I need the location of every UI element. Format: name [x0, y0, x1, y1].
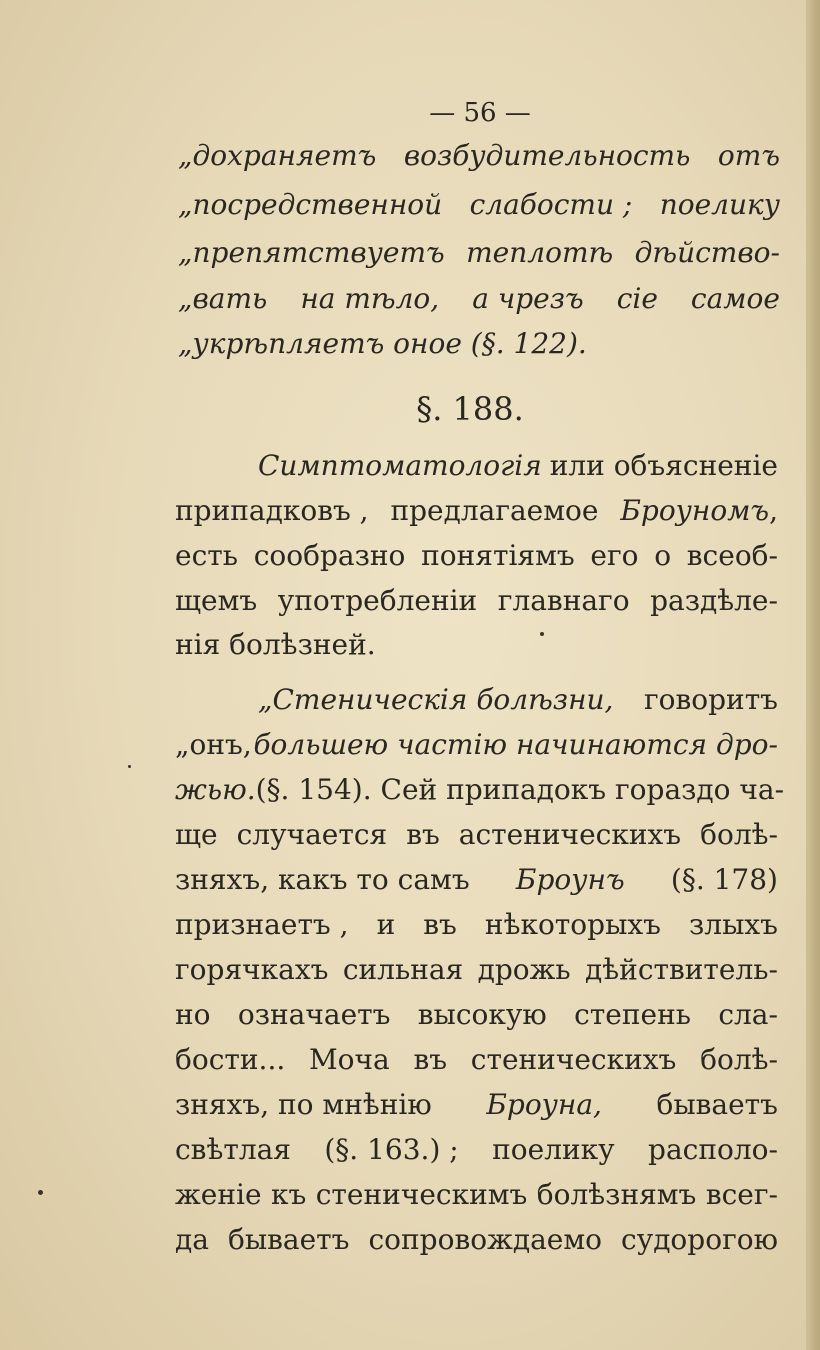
word: женіе — [175, 1178, 262, 1211]
p2-line-12 — [175, 1178, 778, 1211]
quote-line-4 — [178, 282, 780, 315]
word: Моча — [308, 1043, 390, 1076]
p1-line-3 — [175, 539, 778, 572]
word: стеническихъ — [470, 1043, 677, 1076]
word: бости... — [175, 1043, 286, 1076]
word: сильная — [342, 953, 464, 986]
word: да — [175, 1223, 209, 1256]
word: степень — [574, 998, 691, 1031]
word: самое — [690, 282, 780, 315]
word: признаетъ , — [175, 908, 349, 941]
word: большею частію начинаются дро- — [253, 728, 778, 761]
word: , — [769, 494, 778, 527]
word: къ — [270, 1178, 307, 1211]
quote-line-5 — [178, 327, 587, 360]
word: „онъ, — [175, 728, 252, 761]
word: употребленіи — [277, 584, 478, 617]
p2-line-2 — [175, 728, 778, 761]
word: сіе — [616, 282, 658, 315]
word: зняхъ, по мнѣнію — [175, 1088, 432, 1121]
word: въ — [406, 818, 440, 851]
word: понятіямъ — [421, 539, 575, 572]
p2-line-13 — [175, 1223, 778, 1256]
word: отъ — [717, 139, 780, 172]
word: „посредственной — [178, 188, 443, 221]
word: зняхъ, какъ то самъ — [175, 863, 470, 896]
word: „препятствуетъ — [178, 236, 445, 269]
p1-line-1 — [258, 449, 778, 482]
word: означаетъ — [237, 998, 391, 1031]
p1-line-5 — [175, 628, 376, 661]
word: въ — [423, 908, 457, 941]
word: возбудительность — [403, 139, 691, 172]
word: свѣтлая — [175, 1133, 291, 1166]
word: Броунъ — [515, 863, 625, 896]
word: поелику — [492, 1133, 615, 1166]
word: нѣкоторыхъ — [484, 908, 661, 941]
p2-line-3 — [175, 773, 785, 806]
word: его — [590, 539, 639, 572]
word: всеоб- — [686, 539, 778, 572]
word: горячкахъ — [175, 953, 329, 986]
word: болѣ- — [700, 818, 778, 851]
p2-line-6 — [175, 908, 778, 941]
p2-line-11 — [175, 1133, 778, 1166]
word: предлагаемое — [390, 494, 599, 527]
word: бываетъ — [656, 1088, 778, 1121]
word: бываетъ — [227, 1223, 350, 1256]
word: говоритъ — [643, 683, 778, 716]
word: сопровождаемо — [368, 1223, 602, 1256]
word: болѣ- — [700, 1043, 778, 1076]
word: ще — [175, 818, 218, 851]
p2-line-1 — [258, 683, 778, 716]
ink-spot — [38, 1190, 43, 1195]
word: (§. 163.) ; — [324, 1133, 459, 1166]
p2-line-7 — [175, 953, 778, 986]
word: слабости ; — [469, 188, 633, 221]
word: Симптоматологія — [258, 449, 542, 482]
word: располо- — [648, 1133, 778, 1166]
word: сообразно — [253, 539, 406, 572]
word: поелику — [659, 188, 780, 221]
word: „укрѣпляетъ оное (§. 122). — [178, 327, 587, 360]
word: Броуна, — [486, 1088, 602, 1121]
word: „вать — [178, 282, 268, 315]
quote-line-1 — [178, 139, 780, 172]
word: или объясненіе — [549, 449, 778, 482]
p2-line-4 — [175, 818, 778, 851]
word: высокую — [417, 998, 547, 1031]
word: нія болѣзней. — [175, 628, 376, 661]
word: теплотѣ — [466, 236, 614, 269]
page-edge-shadow — [806, 0, 820, 1350]
word: (§. 154). Сей припадокъ гораздо ча- — [255, 773, 785, 806]
word: щемъ — [175, 584, 258, 617]
word: всег- — [705, 1178, 778, 1211]
word: раздѣле- — [650, 584, 778, 617]
quote-line-3 — [178, 236, 780, 269]
word: дѣйство- — [634, 236, 780, 269]
word: болѣзнямъ — [536, 1178, 697, 1211]
p2-line-8 — [175, 998, 778, 1031]
word: и — [376, 908, 396, 941]
section-heading: §. 188. — [416, 390, 524, 428]
word: на тѣло, — [300, 282, 440, 315]
word: главнаго — [497, 584, 630, 617]
p1-line-2 — [175, 494, 778, 527]
word: о — [654, 539, 672, 572]
word: но — [175, 998, 211, 1031]
quote-line-2 — [178, 188, 780, 221]
word: жью. — [175, 773, 256, 806]
p2-line-5 — [175, 863, 778, 896]
ink-spot — [540, 632, 544, 636]
p2-line-9 — [175, 1043, 778, 1076]
word: злыхъ — [689, 908, 778, 941]
word: дрожь — [477, 953, 571, 986]
word: есть — [175, 539, 238, 572]
word: (§. 178) — [670, 863, 778, 896]
word: припадковъ , — [175, 494, 369, 527]
word: случается — [236, 818, 388, 851]
word: дѣйствитель- — [585, 953, 778, 986]
word: сла- — [718, 998, 778, 1031]
page-number: — 56 — — [429, 98, 531, 128]
p2-line-10 — [175, 1088, 778, 1121]
word: „дохраняетъ — [178, 139, 377, 172]
word: а чрезъ — [472, 282, 584, 315]
word: Броуномъ — [620, 494, 770, 527]
word: стеническимъ — [315, 1178, 528, 1211]
word: въ — [413, 1043, 448, 1076]
word: „Стеническія болѣзни, — [258, 683, 614, 716]
ink-spot — [128, 765, 131, 768]
p1-line-4 — [175, 584, 778, 617]
word: судорогою — [621, 1223, 778, 1256]
word: астеническихъ — [458, 818, 682, 851]
